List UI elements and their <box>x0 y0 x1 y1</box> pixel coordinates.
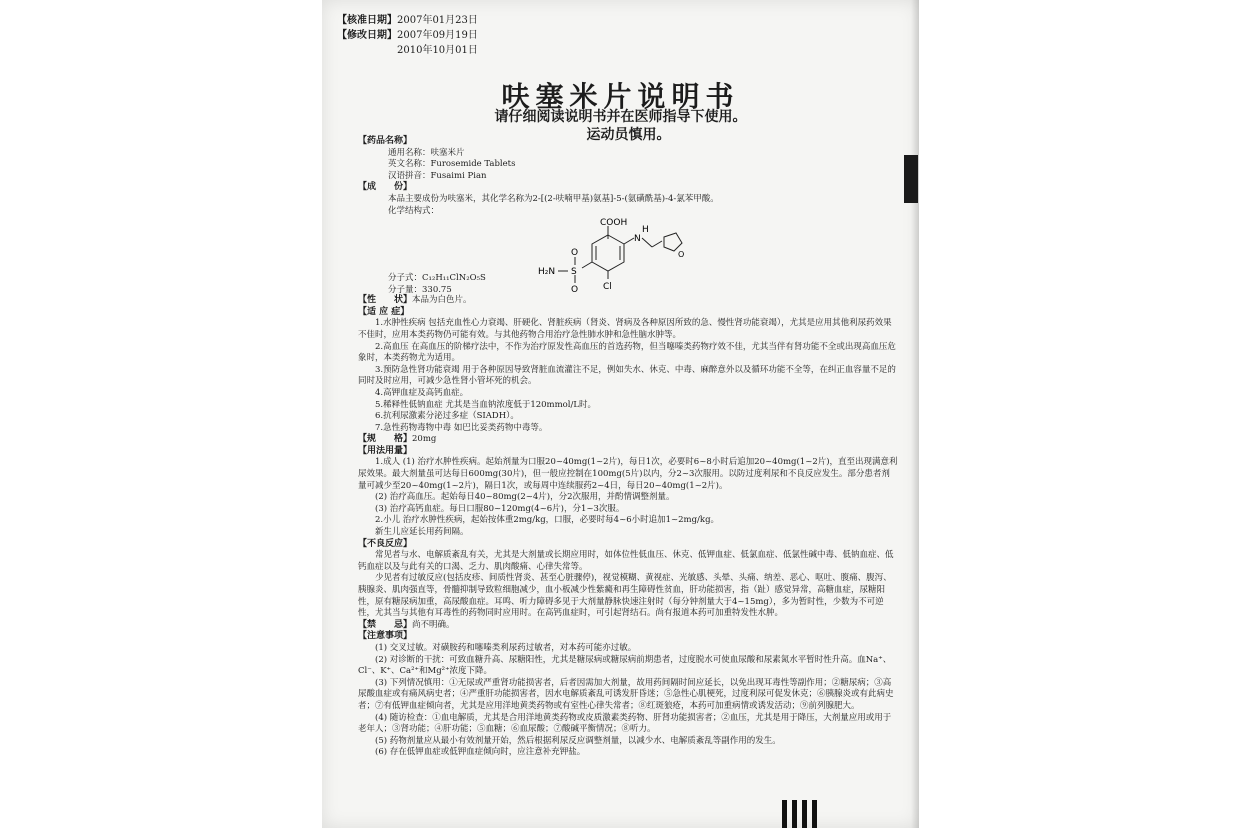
indication-item: 4.高钾血症及高钙血症。 <box>375 387 469 398</box>
structure-diagram <box>528 217 708 295</box>
molecule-meta <box>388 273 486 296</box>
revise-date-2: 2010年10月01日 <box>397 45 478 56</box>
label-n: N <box>634 234 641 245</box>
subtitle-instruction: 请仔细阅读说明书并在医师指导下使用。 <box>494 109 747 125</box>
usage-item: (2) 治疗高血压。起始每日40~80mg(2~4片)，分2次服用，并酌情调整剂量。 <box>375 492 675 503</box>
appearance-heading: 【性 状】 <box>358 295 413 306</box>
precaution-item: (2) 对诊断的干扰：可致血糖升高、尿糖阳性，尤其是糖尿病或糖尿病前期患者，过度脱水可使血尿酸和尿素氮水平暂时性升高。血Na⁺、Cl⁻、K⁺、Ca²⁺和Mg²⁺浓度下降。 <box>358 654 892 677</box>
precaution-item: (5) 药物剂量应从最小有效剂量开始，然后根据利尿反应调整剂量，以减少水、电解质紊乱等副作用的发生。 <box>375 735 781 746</box>
spec-heading: 【规 格】 <box>358 434 413 445</box>
approve-label: 【核准日期】 <box>337 15 397 26</box>
appearance-text: 本品为白色片。 <box>412 295 472 306</box>
label-cooh: COOH <box>600 218 628 229</box>
precaution-item: (6) 存在低钾血症或低钾血症倾向时，应注意补充钾盐。 <box>375 747 586 758</box>
usage-item: (3) 治疗高钙血症。每日口服80~120mg(4~6片)，分1~3次服。 <box>375 503 625 514</box>
label-cl: Cl <box>603 282 612 293</box>
precaution-item: (1) 交叉过敏。对磺胺药和噻嗪类利尿药过敏者，对本药可能亦过敏。 <box>375 642 637 653</box>
chemical-structure <box>358 217 898 295</box>
date-header <box>337 13 478 58</box>
english-name: 英文名称：Furosemide Tablets <box>388 159 516 170</box>
revise-label: 【修改日期】 <box>337 30 397 41</box>
label-o-bottom: O <box>571 285 579 296</box>
adverse-heading: 【不良反应】 <box>358 538 413 549</box>
label-o-top: O <box>571 248 579 259</box>
leaflet-sheet <box>322 0 919 828</box>
pinyin-name: 汉语拼音：Fusaimi Pian <box>388 170 487 181</box>
indication-item: 1.水肿性疾病 包括充血性心力衰竭、肝硬化、肾脏疾病（肾炎、肾病及各种原因所致的急、慢性肾功能衰竭），尤其是应用其他利尿药效果不佳时，应用本类药物仍可能有效。与其他药物合用治疗急性肺水肿和急性脑水肿等。 <box>358 318 892 340</box>
adverse-item: 少见者有过敏反应(包括皮疹、间质性肾炎、甚至心脏骤停)，视觉模糊、黄视症、光敏感、头晕、头痛、纳差、恶心、呕吐、腹痛、腹泻、胰腺炎、肌肉强直等，骨髓抑制导致粒细胞减少，血小板减少性紫癜和再生障碍性贫血，肝功能损害，指（趾）感觉异常，高糖血症，尿糖阳性，原有糖尿病加重，高尿酸血症。耳鸣、听力障碍多见于大剂量静脉快速注射时（每分钟剂量大于4~15mg），多为暂时性，少数为不可逆性，尤其当与其他有耳毒性的药物同时应用时。在高钙血症时，可引起肾结石。尚有报道本药可加重特发性水肿。 <box>358 573 892 619</box>
furan-ring <box>664 233 682 251</box>
indication-item: 5.稀释性低钠血症 尤其是当血钠浓度低于120mmol/L时。 <box>375 399 597 410</box>
print-mark-bars <box>782 800 822 828</box>
subtitle-athlete: 运动员慎用。 <box>586 127 671 143</box>
composition-heading: 【成 份】 <box>358 182 413 193</box>
contraindication-heading: 【禁 忌】 <box>358 619 413 630</box>
composition-text: 本品主要成份为呋塞米，其化学名称为2-[(2-呋喃甲基)氨基]-5-(氨磺酰基)-4-氯苯甲酸。 <box>388 193 719 204</box>
indication-item: 6.抗利尿激素分泌过多症（SIADH）。 <box>375 411 519 422</box>
drug-name-heading: 【药品名称】 <box>358 136 413 146</box>
page-title: 呋塞米片说明书 <box>501 80 740 113</box>
approve-date: 2007年01月23日 <box>397 15 478 26</box>
usage-item: 2.小儿 治疗水肿性疾病，起始按体重2mg/kg，口服，必要时每4~6小时追加1~2mg/kg。 <box>375 515 720 526</box>
precaution-item: (3) 下列情况慎用：①无尿或严重肾功能损害者，后者因需加大剂量，故用药间隔时间应延长，以免出现耳毒性等副作用；②糖尿病；③高尿酸血症或有痛风病史者；④严重肝功能损害者，因水电解质紊乱可诱发肝昏迷；⑤急性心肌梗死，过度利尿可促发休克；⑥胰腺炎或有此病史者；⑦有低钾血症倾向者，尤其是应用洋地黄类药物或有室性心律失常者；⑧红斑狼疮，本药可加重病情或诱发活动；⑨前列腺肥大。 <box>358 677 894 711</box>
indication-item: 2.高血压 在高血压的阶梯疗法中，不作为治疗原发性高血压的首选药物，但当噻嗪类药物疗效不佳，尤其当伴有肾功能不全或出现高血压危象时，本类药物尤为适用。 <box>358 341 896 364</box>
label-nh2: H₂N <box>538 267 556 278</box>
molecular-weight: 分子量：330.75 <box>388 284 452 295</box>
generic-name: 通用名称：呋塞米片 <box>388 147 465 158</box>
precautions-heading: 【注意事项】 <box>358 631 413 642</box>
adverse-item: 常见者与水、电解质紊乱有关，尤其是大剂量或长期应用时，如体位性低血压、休克、低钾血症、低氯血症、低氯性碱中毒、低钠血症、低钙血症以及与此有关的口渴、乏力、肌肉酸痛、心律失常等。 <box>358 550 894 572</box>
contraindication-text: 尚不明确。 <box>412 619 455 630</box>
structure-label: 化学结构式： <box>388 205 440 216</box>
benzene-ring <box>592 235 624 271</box>
molecular-formula: 分子式：C₁₂H₁₁ClN₂O₅S <box>388 273 486 284</box>
spec-text: 20mg <box>412 434 437 445</box>
precaution-item: (4) 随访检查：①血电解质，尤其是合用洋地黄类药物或皮质激素类药物、肝肾功能损害者；②血压，尤其是用于降压，大剂量应用或用于老年人；③肾功能；④肝功能；⑤血糖；⑥血尿酸；⑦酸碱平衡情况；⑧听力。 <box>358 712 892 735</box>
leaflet-body <box>358 136 898 759</box>
indications-heading: 【适 应 症】 <box>358 306 410 317</box>
label-furan-o: O <box>678 250 685 260</box>
edge-registration-mark <box>904 155 918 203</box>
usage-item: 新生儿应延长用药间隔。 <box>375 527 469 538</box>
label-s: S <box>571 267 577 278</box>
usage-heading: 【用法用量】 <box>358 445 413 456</box>
usage-item: 1.成人 (1) 治疗水肿性疾病。起始剂量为口服20~40mg(1~2片)，每日1次，必要时6~8小时后追加20~40mg(1~2片)，直至出现满意利尿效果。最大剂量虽可达每日600mg(30片)，但一般应控制在100mg(5片)以内，分2~3次服用。以防过度利尿和不良反应发生。部分患者剂量可减少至20~40mg(1~2片)，隔日1次，或每周中连续服药2~4日，每日20~40mg(1~2片)。 <box>358 457 898 491</box>
indication-item: 3.预防急性肾功能衰竭 用于各种原因导致肾脏血流灌注不足，例如失水、休克、中毒、麻醉意外以及循环功能不全等，在纠正血容量不足的同时及时应用，可减少急性肾小管坏死的机会。 <box>358 364 896 387</box>
indication-item: 7.急性药物毒物中毒 如巴比妥类药物中毒等。 <box>375 422 548 433</box>
label-h: H <box>642 225 649 236</box>
revise-date-1: 2007年09月19日 <box>397 30 478 41</box>
